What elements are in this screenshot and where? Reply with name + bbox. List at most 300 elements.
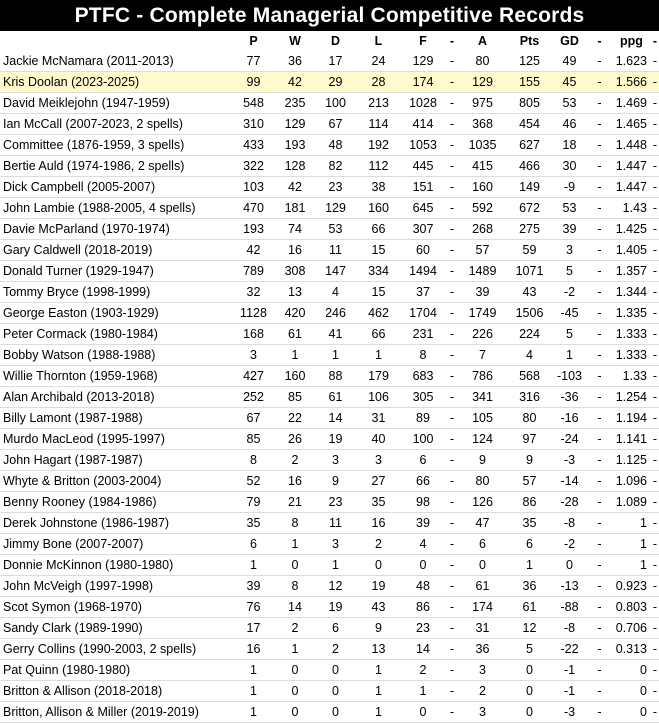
cell-d: 246 — [314, 303, 357, 324]
cell-ppg: 0 — [612, 702, 651, 723]
cell-sep1: - — [446, 261, 458, 282]
cell-w: 129 — [276, 114, 314, 135]
cell-gd: -36 — [552, 387, 587, 408]
cell-f: 129 — [400, 51, 446, 72]
cell-d: 129 — [314, 198, 357, 219]
cell-gd: -88 — [552, 597, 587, 618]
table-row — [0, 135, 659, 156]
cell-l: 192 — [357, 135, 400, 156]
cell-a: 3 — [458, 702, 507, 723]
cell-a: 160 — [458, 177, 507, 198]
column-header-gd: GD — [560, 34, 579, 48]
cell-gd: -16 — [552, 408, 587, 429]
cell-name: Bertie Auld (1974-1986, 2 spells) — [0, 156, 231, 177]
cell-name: Pat Quinn (1980-1980) — [0, 660, 231, 681]
cell-f: 23 — [400, 618, 446, 639]
cell-pts: 35 — [507, 513, 552, 534]
cell-f: 39 — [400, 513, 446, 534]
cell-sep2: - — [587, 471, 612, 492]
cell-sep1: - — [446, 660, 458, 681]
cell-l: 28 — [357, 72, 400, 93]
cell-sep3: - — [651, 513, 659, 534]
cell-sep1: - — [446, 282, 458, 303]
cell-sep3: - — [651, 555, 659, 576]
cell-f: 1 — [400, 681, 446, 702]
cell-d: 12 — [314, 576, 357, 597]
cell-sep3: - — [651, 198, 659, 219]
cell-sep3: - — [651, 618, 659, 639]
cell-pts: 672 — [507, 198, 552, 219]
cell-w: 74 — [276, 219, 314, 240]
table-row — [0, 198, 659, 219]
cell-a: 124 — [458, 429, 507, 450]
cell-d: 3 — [314, 534, 357, 555]
cell-sep1: - — [446, 198, 458, 219]
cell-sep3: - — [651, 492, 659, 513]
cell-w: 0 — [276, 681, 314, 702]
table-row — [0, 450, 659, 471]
cell-ppg: 1.43 — [612, 198, 651, 219]
cell-d: 2 — [314, 639, 357, 660]
cell-d: 11 — [314, 240, 357, 261]
cell-f: 37 — [400, 282, 446, 303]
cell-sep1: - — [446, 534, 458, 555]
column-header-w: W — [289, 34, 301, 48]
records-table — [0, 31, 659, 723]
cell-w: 16 — [276, 471, 314, 492]
cell-w: 61 — [276, 324, 314, 345]
cell-pts: 627 — [507, 135, 552, 156]
column-header-sep2: - — [597, 34, 602, 48]
cell-p: 252 — [231, 387, 276, 408]
cell-name: Benny Rooney (1984-1986) — [0, 492, 231, 513]
cell-name: Murdo MacLeod (1995-1997) — [0, 429, 231, 450]
cell-pts: 36 — [507, 576, 552, 597]
table-row — [0, 429, 659, 450]
cell-sep2: - — [587, 72, 612, 93]
cell-a: 174 — [458, 597, 507, 618]
cell-p: 77 — [231, 51, 276, 72]
cell-name: Gerry Collins (1990-2003, 2 spells) — [0, 639, 231, 660]
cell-ppg: 1.344 — [612, 282, 651, 303]
cell-sep2: - — [587, 219, 612, 240]
cell-sep2: - — [587, 408, 612, 429]
cell-sep3: - — [651, 261, 659, 282]
cell-d: 100 — [314, 93, 357, 114]
table-row — [0, 513, 659, 534]
cell-name: Gary Caldwell (2018-2019) — [0, 240, 231, 261]
cell-sep1: - — [446, 72, 458, 93]
cell-sep1: - — [446, 618, 458, 639]
cell-d: 3 — [314, 450, 357, 471]
cell-ppg: 1.096 — [612, 471, 651, 492]
cell-ppg: 1.194 — [612, 408, 651, 429]
cell-gd: -24 — [552, 429, 587, 450]
cell-p: 8 — [231, 450, 276, 471]
cell-sep1: - — [446, 702, 458, 723]
cell-sep1: - — [446, 555, 458, 576]
cell-name: Britton, Allison & Miller (2019-2019) — [0, 702, 231, 723]
cell-w: 21 — [276, 492, 314, 513]
cell-gd: 5 — [552, 261, 587, 282]
cell-sep1: - — [446, 51, 458, 72]
cell-p: 548 — [231, 93, 276, 114]
cell-pts: 1071 — [507, 261, 552, 282]
cell-gd: 46 — [552, 114, 587, 135]
cell-p: 35 — [231, 513, 276, 534]
cell-ppg: 1.447 — [612, 156, 651, 177]
cell-f: 231 — [400, 324, 446, 345]
cell-d: 67 — [314, 114, 357, 135]
cell-gd: 5 — [552, 324, 587, 345]
cell-a: 61 — [458, 576, 507, 597]
cell-sep1: - — [446, 240, 458, 261]
cell-sep3: - — [651, 51, 659, 72]
cell-name: Jackie McNamara (2011-2013) — [0, 51, 231, 72]
cell-p: 1128 — [231, 303, 276, 324]
cell-p: 99 — [231, 72, 276, 93]
cell-sep1: - — [446, 345, 458, 366]
cell-sep1: - — [446, 429, 458, 450]
cell-sep1: - — [446, 597, 458, 618]
cell-sep2: - — [587, 387, 612, 408]
cell-pts: 5 — [507, 639, 552, 660]
cell-pts: 0 — [507, 702, 552, 723]
cell-sep3: - — [651, 135, 659, 156]
cell-gd: -3 — [552, 702, 587, 723]
cell-a: 368 — [458, 114, 507, 135]
cell-gd: -13 — [552, 576, 587, 597]
cell-p: 1 — [231, 660, 276, 681]
cell-sep2: - — [587, 555, 612, 576]
cell-p: 789 — [231, 261, 276, 282]
cell-gd: 53 — [552, 93, 587, 114]
cell-sep2: - — [587, 93, 612, 114]
cell-a: 36 — [458, 639, 507, 660]
column-header-pts: Pts — [519, 34, 540, 48]
cell-p: 42 — [231, 240, 276, 261]
cell-gd: 30 — [552, 156, 587, 177]
cell-sep3: - — [651, 534, 659, 555]
cell-d: 23 — [314, 177, 357, 198]
cell-ppg: 1.465 — [612, 114, 651, 135]
cell-a: 39 — [458, 282, 507, 303]
cell-gd: -3 — [552, 450, 587, 471]
cell-sep3: - — [651, 471, 659, 492]
cell-a: 6 — [458, 534, 507, 555]
cell-l: 31 — [357, 408, 400, 429]
cell-sep3: - — [651, 429, 659, 450]
table-row — [0, 660, 659, 681]
cell-w: 8 — [276, 576, 314, 597]
cell-sep1: - — [446, 93, 458, 114]
cell-p: 76 — [231, 597, 276, 618]
cell-sep2: - — [587, 261, 612, 282]
cell-pts: 4 — [507, 345, 552, 366]
cell-sep2: - — [587, 303, 612, 324]
cell-sep3: - — [651, 597, 659, 618]
cell-sep1: - — [446, 576, 458, 597]
cell-ppg: 1 — [612, 513, 651, 534]
cell-l: 106 — [357, 387, 400, 408]
cell-ppg: 1.448 — [612, 135, 651, 156]
cell-sep2: - — [587, 324, 612, 345]
cell-name: John McVeigh (1997-1998) — [0, 576, 231, 597]
cell-ppg: 1.447 — [612, 177, 651, 198]
table-row — [0, 114, 659, 135]
cell-name: Alan Archibald (2013-2018) — [0, 387, 231, 408]
cell-a: 1035 — [458, 135, 507, 156]
cell-f: 1053 — [400, 135, 446, 156]
cell-f: 2 — [400, 660, 446, 681]
cell-d: 9 — [314, 471, 357, 492]
cell-sep3: - — [651, 450, 659, 471]
cell-ppg: 1.125 — [612, 450, 651, 471]
cell-gd: -2 — [552, 282, 587, 303]
cell-gd: -28 — [552, 492, 587, 513]
cell-f: 14 — [400, 639, 446, 660]
table-row — [0, 51, 659, 72]
cell-f: 445 — [400, 156, 446, 177]
cell-d: 53 — [314, 219, 357, 240]
cell-a: 129 — [458, 72, 507, 93]
cell-sep1: - — [446, 471, 458, 492]
cell-pts: 59 — [507, 240, 552, 261]
cell-name: Committee (1876-1959, 3 spells) — [0, 135, 231, 156]
cell-sep3: - — [651, 324, 659, 345]
cell-ppg: 0.803 — [612, 597, 651, 618]
cell-ppg: 0 — [612, 660, 651, 681]
cell-ppg: 1.333 — [612, 345, 651, 366]
cell-name: Whyte & Britton (2003-2004) — [0, 471, 231, 492]
cell-sep1: - — [446, 492, 458, 513]
cell-d: 0 — [314, 660, 357, 681]
cell-ppg: 1 — [612, 555, 651, 576]
cell-d: 1 — [314, 345, 357, 366]
cell-ppg: 1.089 — [612, 492, 651, 513]
cell-d: 0 — [314, 681, 357, 702]
cell-f: 66 — [400, 471, 446, 492]
cell-p: 1 — [231, 702, 276, 723]
cell-f: 60 — [400, 240, 446, 261]
cell-l: 13 — [357, 639, 400, 660]
cell-l: 15 — [357, 282, 400, 303]
cell-name: Scot Symon (1968-1970) — [0, 597, 231, 618]
cell-pts: 454 — [507, 114, 552, 135]
cell-name: David Meiklejohn (1947-1959) — [0, 93, 231, 114]
cell-ppg: 1.405 — [612, 240, 651, 261]
cell-f: 48 — [400, 576, 446, 597]
cell-pts: 155 — [507, 72, 552, 93]
cell-w: 0 — [276, 555, 314, 576]
table-row — [0, 156, 659, 177]
cell-pts: 1506 — [507, 303, 552, 324]
column-header-ppg: ppg — [620, 34, 643, 48]
cell-name: Bobby Watson (1988-1988) — [0, 345, 231, 366]
cell-f: 645 — [400, 198, 446, 219]
cell-l: 9 — [357, 618, 400, 639]
table-row — [0, 261, 659, 282]
cell-d: 11 — [314, 513, 357, 534]
cell-d: 61 — [314, 387, 357, 408]
cell-ppg: 1.335 — [612, 303, 651, 324]
table-row — [0, 387, 659, 408]
cell-gd: 49 — [552, 51, 587, 72]
cell-p: 470 — [231, 198, 276, 219]
cell-d: 147 — [314, 261, 357, 282]
cell-f: 6 — [400, 450, 446, 471]
column-header-d: D — [330, 34, 341, 48]
cell-w: 22 — [276, 408, 314, 429]
cell-pts: 466 — [507, 156, 552, 177]
cell-sep3: - — [651, 282, 659, 303]
cell-sep3: - — [651, 156, 659, 177]
cell-pts: 57 — [507, 471, 552, 492]
table-row — [0, 639, 659, 660]
cell-gd: 45 — [552, 72, 587, 93]
cell-a: 268 — [458, 219, 507, 240]
cell-ppg: 1.254 — [612, 387, 651, 408]
cell-p: 17 — [231, 618, 276, 639]
cell-ppg: 1.357 — [612, 261, 651, 282]
cell-ppg: 1.623 — [612, 51, 651, 72]
cell-w: 16 — [276, 240, 314, 261]
cell-p: 6 — [231, 534, 276, 555]
column-header-sep1: - — [449, 34, 455, 48]
cell-sep3: - — [651, 177, 659, 198]
cell-d: 41 — [314, 324, 357, 345]
cell-name: Dick Campbell (2005-2007) — [0, 177, 231, 198]
cell-name: Billy Lamont (1987-1988) — [0, 408, 231, 429]
cell-f: 8 — [400, 345, 446, 366]
cell-sep3: - — [651, 345, 659, 366]
column-header-a: A — [477, 34, 488, 48]
cell-sep2: - — [587, 681, 612, 702]
cell-sep3: - — [651, 219, 659, 240]
cell-p: 427 — [231, 366, 276, 387]
table-row — [0, 576, 659, 597]
cell-w: 42 — [276, 177, 314, 198]
cell-w: 85 — [276, 387, 314, 408]
column-header-p: P — [249, 34, 258, 48]
cell-pts: 86 — [507, 492, 552, 513]
cell-sep1: - — [446, 219, 458, 240]
table-row — [0, 345, 659, 366]
table-row — [0, 471, 659, 492]
cell-f: 151 — [400, 177, 446, 198]
cell-sep2: - — [587, 114, 612, 135]
cell-pts: 9 — [507, 450, 552, 471]
cell-a: 341 — [458, 387, 507, 408]
cell-d: 88 — [314, 366, 357, 387]
cell-w: 2 — [276, 450, 314, 471]
cell-gd: -1 — [552, 660, 587, 681]
cell-sep3: - — [651, 366, 659, 387]
cell-sep2: - — [587, 240, 612, 261]
cell-a: 47 — [458, 513, 507, 534]
cell-sep2: - — [587, 177, 612, 198]
cell-sep1: - — [446, 408, 458, 429]
cell-sep3: - — [651, 303, 659, 324]
cell-sep2: - — [587, 51, 612, 72]
cell-p: 322 — [231, 156, 276, 177]
cell-l: 3 — [357, 450, 400, 471]
cell-f: 1704 — [400, 303, 446, 324]
table-title: PTFC - Complete Managerial Competitive Records — [0, 0, 659, 31]
cell-sep3: - — [651, 702, 659, 723]
cell-name: Jimmy Bone (2007-2007) — [0, 534, 231, 555]
cell-f: 0 — [400, 555, 446, 576]
cell-sep2: - — [587, 618, 612, 639]
cell-pts: 275 — [507, 219, 552, 240]
cell-p: 32 — [231, 282, 276, 303]
column-header-sep3: - — [652, 34, 658, 48]
cell-sep2: - — [587, 576, 612, 597]
cell-pts: 80 — [507, 408, 552, 429]
cell-p: 310 — [231, 114, 276, 135]
cell-w: 26 — [276, 429, 314, 450]
cell-sep1: - — [446, 177, 458, 198]
cell-sep3: - — [651, 576, 659, 597]
table-row — [0, 366, 659, 387]
cell-sep2: - — [587, 135, 612, 156]
cell-sep1: - — [446, 387, 458, 408]
cell-sep2: - — [587, 282, 612, 303]
cell-p: 1 — [231, 681, 276, 702]
cell-l: 15 — [357, 240, 400, 261]
cell-sep3: - — [651, 93, 659, 114]
cell-sep1: - — [446, 513, 458, 534]
cell-l: 19 — [357, 576, 400, 597]
cell-sep3: - — [651, 660, 659, 681]
cell-pts: 43 — [507, 282, 552, 303]
cell-f: 86 — [400, 597, 446, 618]
cell-gd: -103 — [552, 366, 587, 387]
cell-gd: 39 — [552, 219, 587, 240]
cell-sep2: - — [587, 156, 612, 177]
cell-l: 1 — [357, 660, 400, 681]
cell-l: 179 — [357, 366, 400, 387]
cell-l: 213 — [357, 93, 400, 114]
table-row — [0, 282, 659, 303]
cell-d: 48 — [314, 135, 357, 156]
cell-w: 1 — [276, 534, 314, 555]
cell-f: 1028 — [400, 93, 446, 114]
cell-pts: 0 — [507, 660, 552, 681]
cell-w: 128 — [276, 156, 314, 177]
cell-sep2: - — [587, 660, 612, 681]
cell-d: 0 — [314, 702, 357, 723]
cell-ppg: 0 — [612, 681, 651, 702]
cell-sep2: - — [587, 429, 612, 450]
cell-sep3: - — [651, 408, 659, 429]
cell-p: 193 — [231, 219, 276, 240]
cell-gd: -9 — [552, 177, 587, 198]
cell-a: 9 — [458, 450, 507, 471]
cell-w: 14 — [276, 597, 314, 618]
cell-d: 23 — [314, 492, 357, 513]
cell-p: 39 — [231, 576, 276, 597]
cell-a: 415 — [458, 156, 507, 177]
cell-a: 0 — [458, 555, 507, 576]
cell-sep2: - — [587, 198, 612, 219]
cell-l: 334 — [357, 261, 400, 282]
cell-f: 1494 — [400, 261, 446, 282]
cell-name: John Lambie (1988-2005, 4 spells) — [0, 198, 231, 219]
cell-l: 462 — [357, 303, 400, 324]
cell-name: Donald Turner (1929-1947) — [0, 261, 231, 282]
cell-ppg: 1.333 — [612, 324, 651, 345]
